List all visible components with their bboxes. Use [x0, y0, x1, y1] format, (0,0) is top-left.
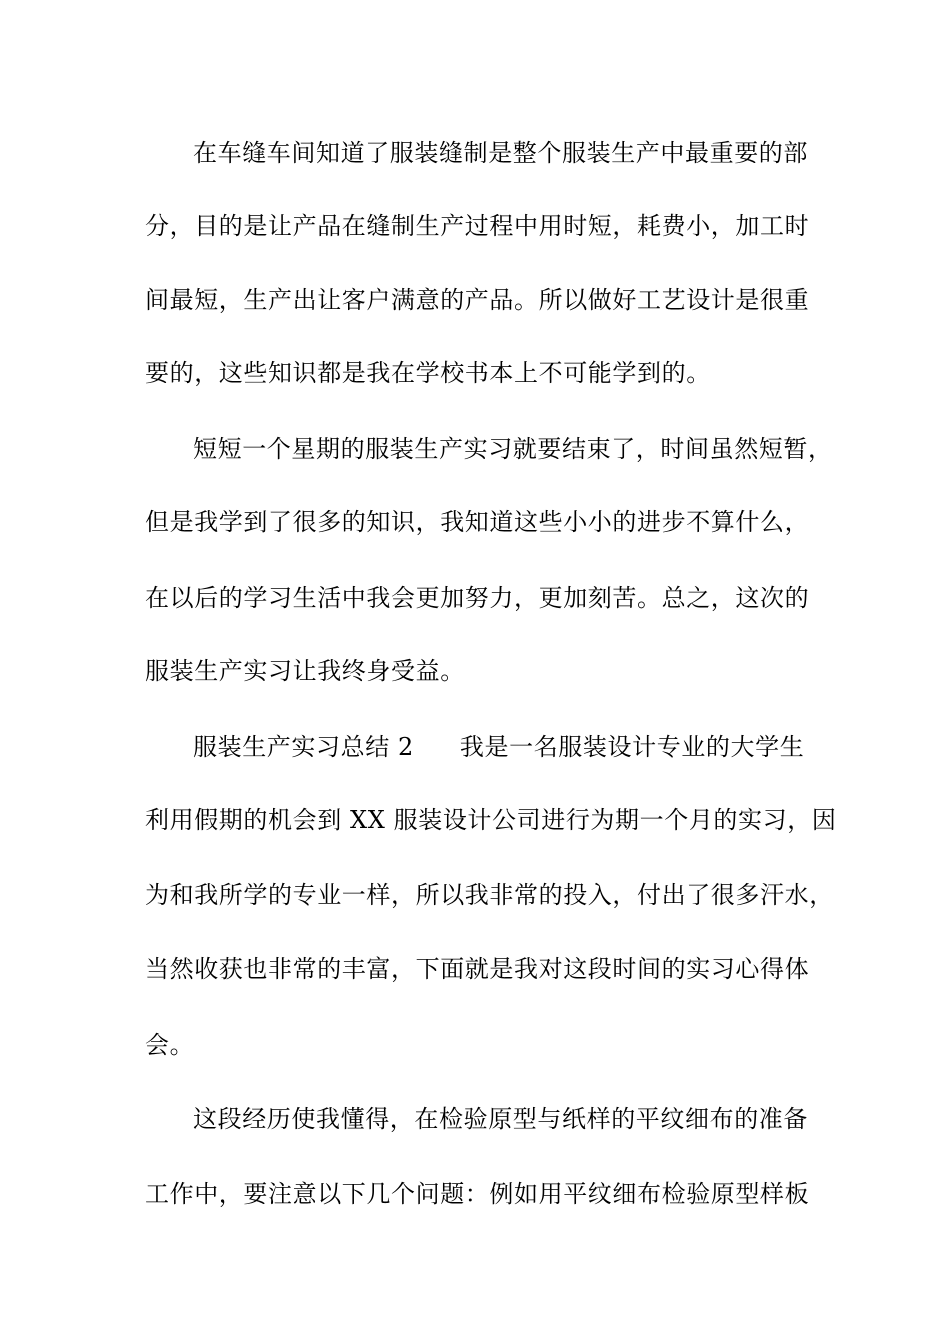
paragraph-line: 服装生产实习让我终身受益。 [145, 657, 465, 685]
paragraph-line-with-heading [193, 732, 804, 762]
paragraph-line: 为和我所学的专业一样，所以我非常的投入，付出了很多汗水， [145, 881, 834, 909]
paragraph-line: 但是我学到了很多的知识，我知道这些小小的进步不算什么， [145, 508, 810, 536]
section-heading: 服装生产实习总结 2 [193, 733, 414, 761]
paragraph-line: 在车缝车间知道了服装缝制是整个服装生产中最重要的部 [193, 139, 808, 167]
paragraph-line: 工作中，要注意以下几个问题：例如用平纹细布检验原型样板 [145, 1180, 810, 1208]
paragraph-line: 在以后的学习生活中我会更加努力，更加刻苦。总之，这次的 [145, 584, 810, 612]
paragraph-line: 利用假期的机会到 XX 服装设计公司进行为期一个月的实习，因 [145, 806, 837, 834]
paragraph-line: 间最短，生产出让客户满意的产品。所以做好工艺设计是很重 [145, 286, 810, 314]
paragraph-line: 分，目的是让产品在缝制生产过程中用时短，耗费小，加工时 [145, 212, 810, 240]
paragraph-line: 要的，这些知识都是我在学校书本上不可能学到的。 [145, 359, 711, 387]
paragraph-line: 这段经历使我懂得，在检验原型与纸样的平纹细布的准备 [193, 1105, 808, 1133]
paragraph-line: 当然收获也非常的丰富，下面就是我对这段时间的实习心得体 [145, 955, 810, 983]
paragraph-text: 我是一名服装设计专业的大学生 [459, 733, 805, 761]
paragraph-line: 会。 [145, 1031, 195, 1059]
paragraph-line: 短短一个星期的服装生产实习就要结束了，时间虽然短暂， [193, 435, 833, 463]
